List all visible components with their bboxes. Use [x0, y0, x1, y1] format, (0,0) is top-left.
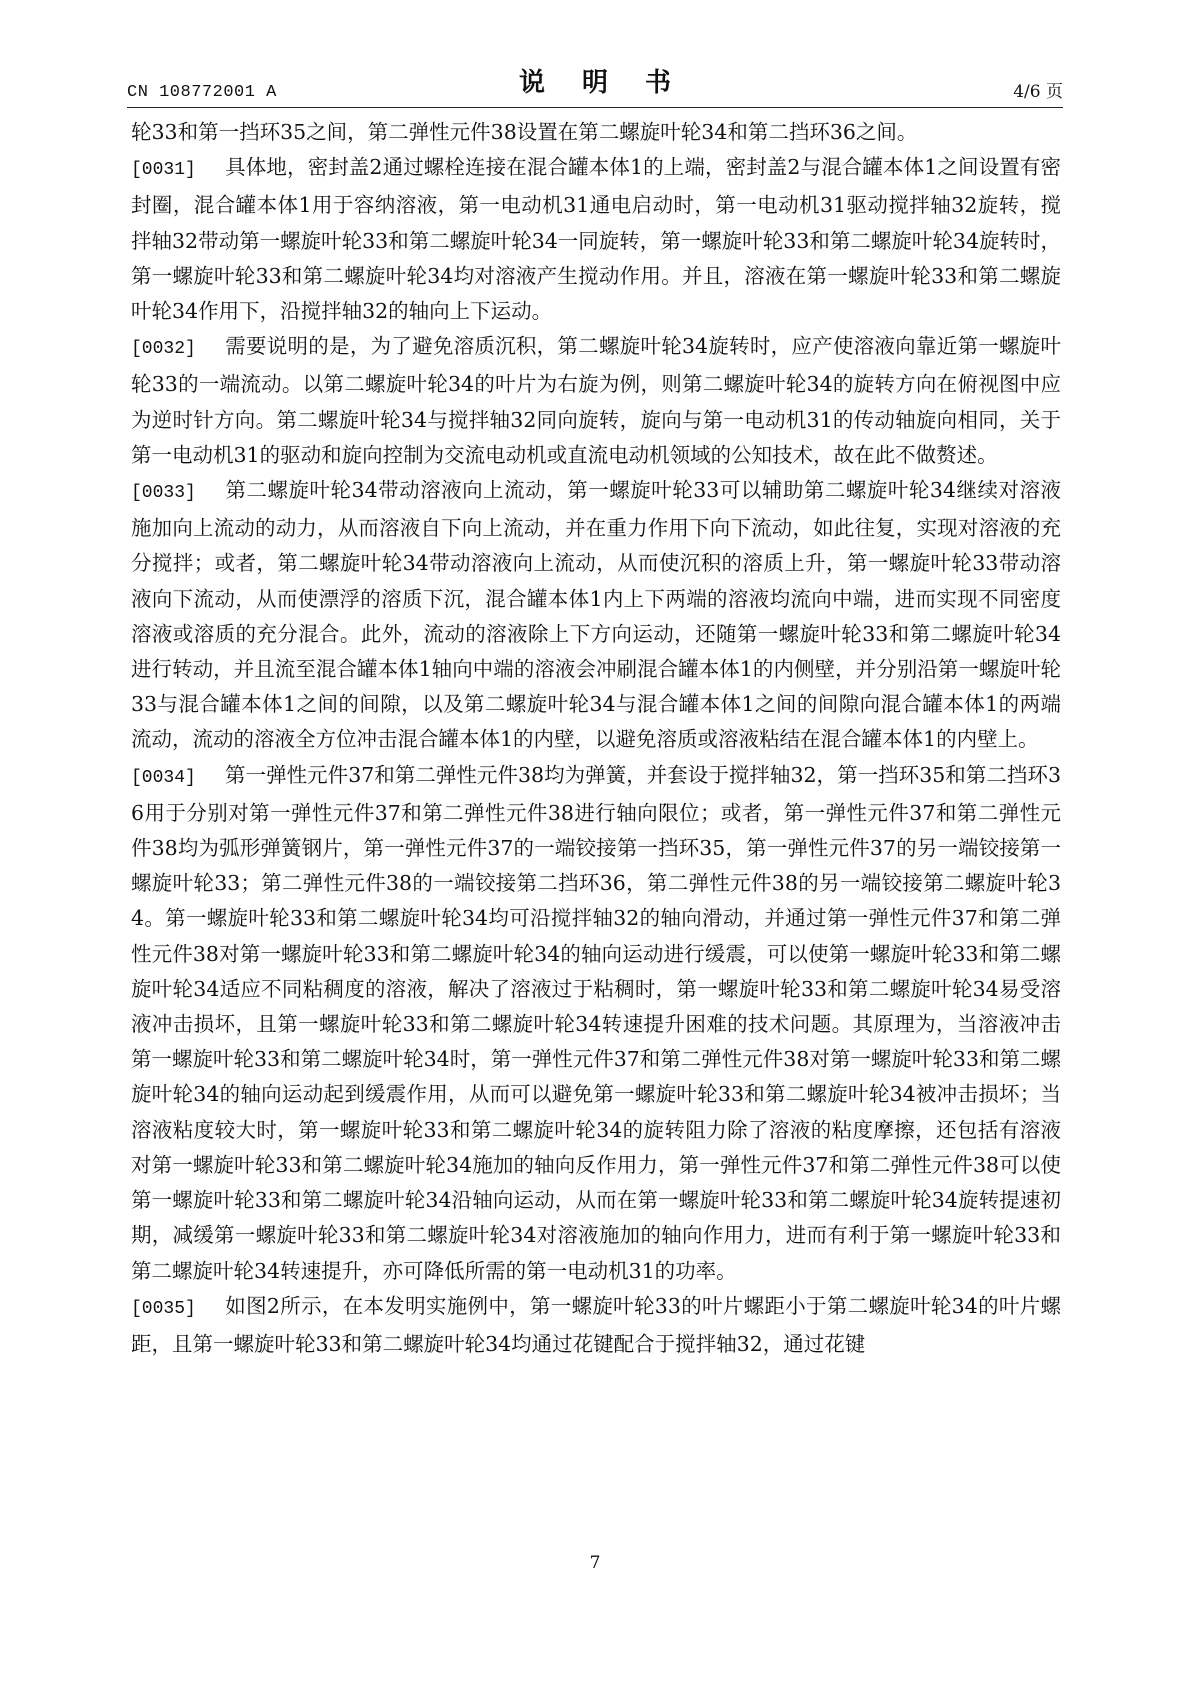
paragraph-text: 第二螺旋叶轮34带动溶液向上流动，第一螺旋叶轮33可以辅助第二螺旋叶轮34继续对溶液施加向上流动的动力，从而溶液自下向上流动，并在重力作用下向下流动，如此往复，实现对溶液的充分搅拌；或者，第二螺旋叶轮34带动溶液向上流动，从而使沉积的溶质上升，第一螺旋叶轮33带动溶液向下流动，从而使漂浮的溶质下沉，混合罐本体1内上下两端的溶液均流向中端，进而实现不同密度溶液或溶质的充分混合。此外，流动的溶液除上下方向运动，还随第一螺旋叶轮33和第二螺旋叶轮34进行转动，并且流至混合罐本体1轴向中端的溶液会冲刷混合罐本体1的内侧壁，并分别沿第一螺旋叶轮33与混合罐本体1之间的间隙，以及第二螺旋叶轮34与混合罐本体1之间的间隙向混合罐本体1的两端流动，流动的溶液全方位冲击混合罐本体1的内壁，以避免溶质或溶液粘结在混合罐本体1的内壁上。 [131, 478, 1061, 752]
paragraph-number: [0033] [131, 483, 196, 504]
paragraph-0035 [131, 1289, 1061, 1362]
page-header [127, 66, 1063, 106]
paragraph-number: [0034] [131, 767, 196, 788]
document-body [131, 115, 1061, 1362]
paragraph-0031 [131, 150, 1061, 329]
patent-number: CN 108772001 A [127, 83, 277, 102]
page-number: 7 [589, 1553, 601, 1573]
paragraph-text: 如图2所示，在本发明实施例中，第一螺旋叶轮33的叶片螺距小于第二螺旋叶轮34的叶片螺距，且第一螺旋叶轮33和第二螺旋叶轮34均通过花键配合于搅拌轴32，通过花键 [131, 1293, 1061, 1356]
paragraph-number: [0035] [131, 1298, 196, 1319]
paragraph-continued [131, 115, 1061, 150]
paragraph-0033 [131, 473, 1061, 758]
paragraph-number: [0032] [131, 339, 196, 360]
paragraph-0032 [131, 329, 1061, 473]
document-title: 说 明 书 [518, 68, 686, 98]
paragraph-0034 [131, 758, 1061, 1289]
paragraph-text: 轮33和第一挡环35之间，第二弹性元件38设置在第二螺旋叶轮34和第二挡环36之间。 [131, 120, 918, 144]
paragraph-text: 第一弹性元件37和第二弹性元件38均为弹簧，并套设于搅拌轴32，第一挡环35和第二挡环36用于分别对第一弹性元件37和第二弹性元件38进行轴向限位；或者，第一弹性元件37和第二弹性元件38均为弧形弹簧钢片，第一弹性元件37的一端铰接第一挡环35，第一弹性元件37的另一端铰接第一螺旋叶轮33；第二弹性元件38的一端铰接第二挡环36，第二弹性元件38的另一端铰接第二螺旋叶轮34。第一螺旋叶轮33和第二螺旋叶轮34均可沿搅拌轴32的轴向滑动，并通过第一弹性元件37和第二弹性元件38对第一螺旋叶轮33和第二螺旋叶轮34的轴向运动进行缓震，可以使第一螺旋叶轮33和第二螺旋叶轮34适应不同粘稠度的溶液，解决了溶液过于粘稠时，第一螺旋叶轮33和第二螺旋叶轮34易受溶液冲击损坏，且第一螺旋叶轮33和第二螺旋叶轮34转速提升困难的技术问题。其原理为，当溶液冲击第一螺旋叶轮33和第二螺旋叶轮34时，第一弹性元件37和第二弹性元件38对第一螺旋叶轮33和第二螺旋叶轮34的轴向运动起到缓震作用，从而可以避免第一螺旋叶轮33和第二螺旋叶轮34被冲击损坏；当溶液粘度较大时，第一螺旋叶轮33和第二螺旋叶轮34的旋转阻力除了溶液的粘度摩擦，还包括有溶液对第一螺旋叶轮33和第二螺旋叶轮34施加的轴向反作用力，第一弹性元件37和第二弹性元件38可以使第一螺旋叶轮33和第二螺旋叶轮34沿轴向运动，从而在第一螺旋叶轮33和第二螺旋叶轮34旋转提速初期，减缓第一螺旋叶轮33和第二螺旋叶轮34对溶液施加的轴向作用力，进而有利于第一螺旋叶轮33和第二螺旋叶轮34转速提升，亦可降低所需的第一电动机31的功率。 [131, 762, 1061, 1283]
paragraph-number: [0031] [131, 160, 196, 181]
paragraph-text: 具体地，密封盖2通过螺栓连接在混合罐本体1的上端，密封盖2与混合罐本体1之间设置有密封圈，混合罐本体1用于容纳溶液，第一电动机31通电启动时，第一电动机31驱动搅拌轴32旋转，搅拌轴32带动第一螺旋叶轮33和第二螺旋叶轮34一同旋转，第一螺旋叶轮33和第二螺旋叶轮34旋转时，第一螺旋叶轮33和第二螺旋叶轮34均对溶液产生搅动作用。并且，溶液在第一螺旋叶轮33和第二螺旋叶轮34作用下，沿搅拌轴32的轴向上下运动。 [131, 155, 1061, 324]
page-indicator: 4/6 页 [1013, 82, 1063, 102]
paragraph-text: 需要说明的是，为了避免溶质沉积，第二螺旋叶轮34旋转时，应产使溶液向靠近第一螺旋叶轮33的一端流动。以第二螺旋叶轮34的叶片为右旋为例，则第二螺旋叶轮34的旋转方向在俯视图中应为逆时针方向。第二螺旋叶轮34与搅拌轴32同向旋转，旋向与第一电动机31的传动轴旋向相同，关于第一电动机31的驱动和旋向控制为交流电动机或直流电动机领域的公知技术，故在此不做赘述。 [131, 334, 1061, 467]
header-divider [127, 107, 1063, 108]
